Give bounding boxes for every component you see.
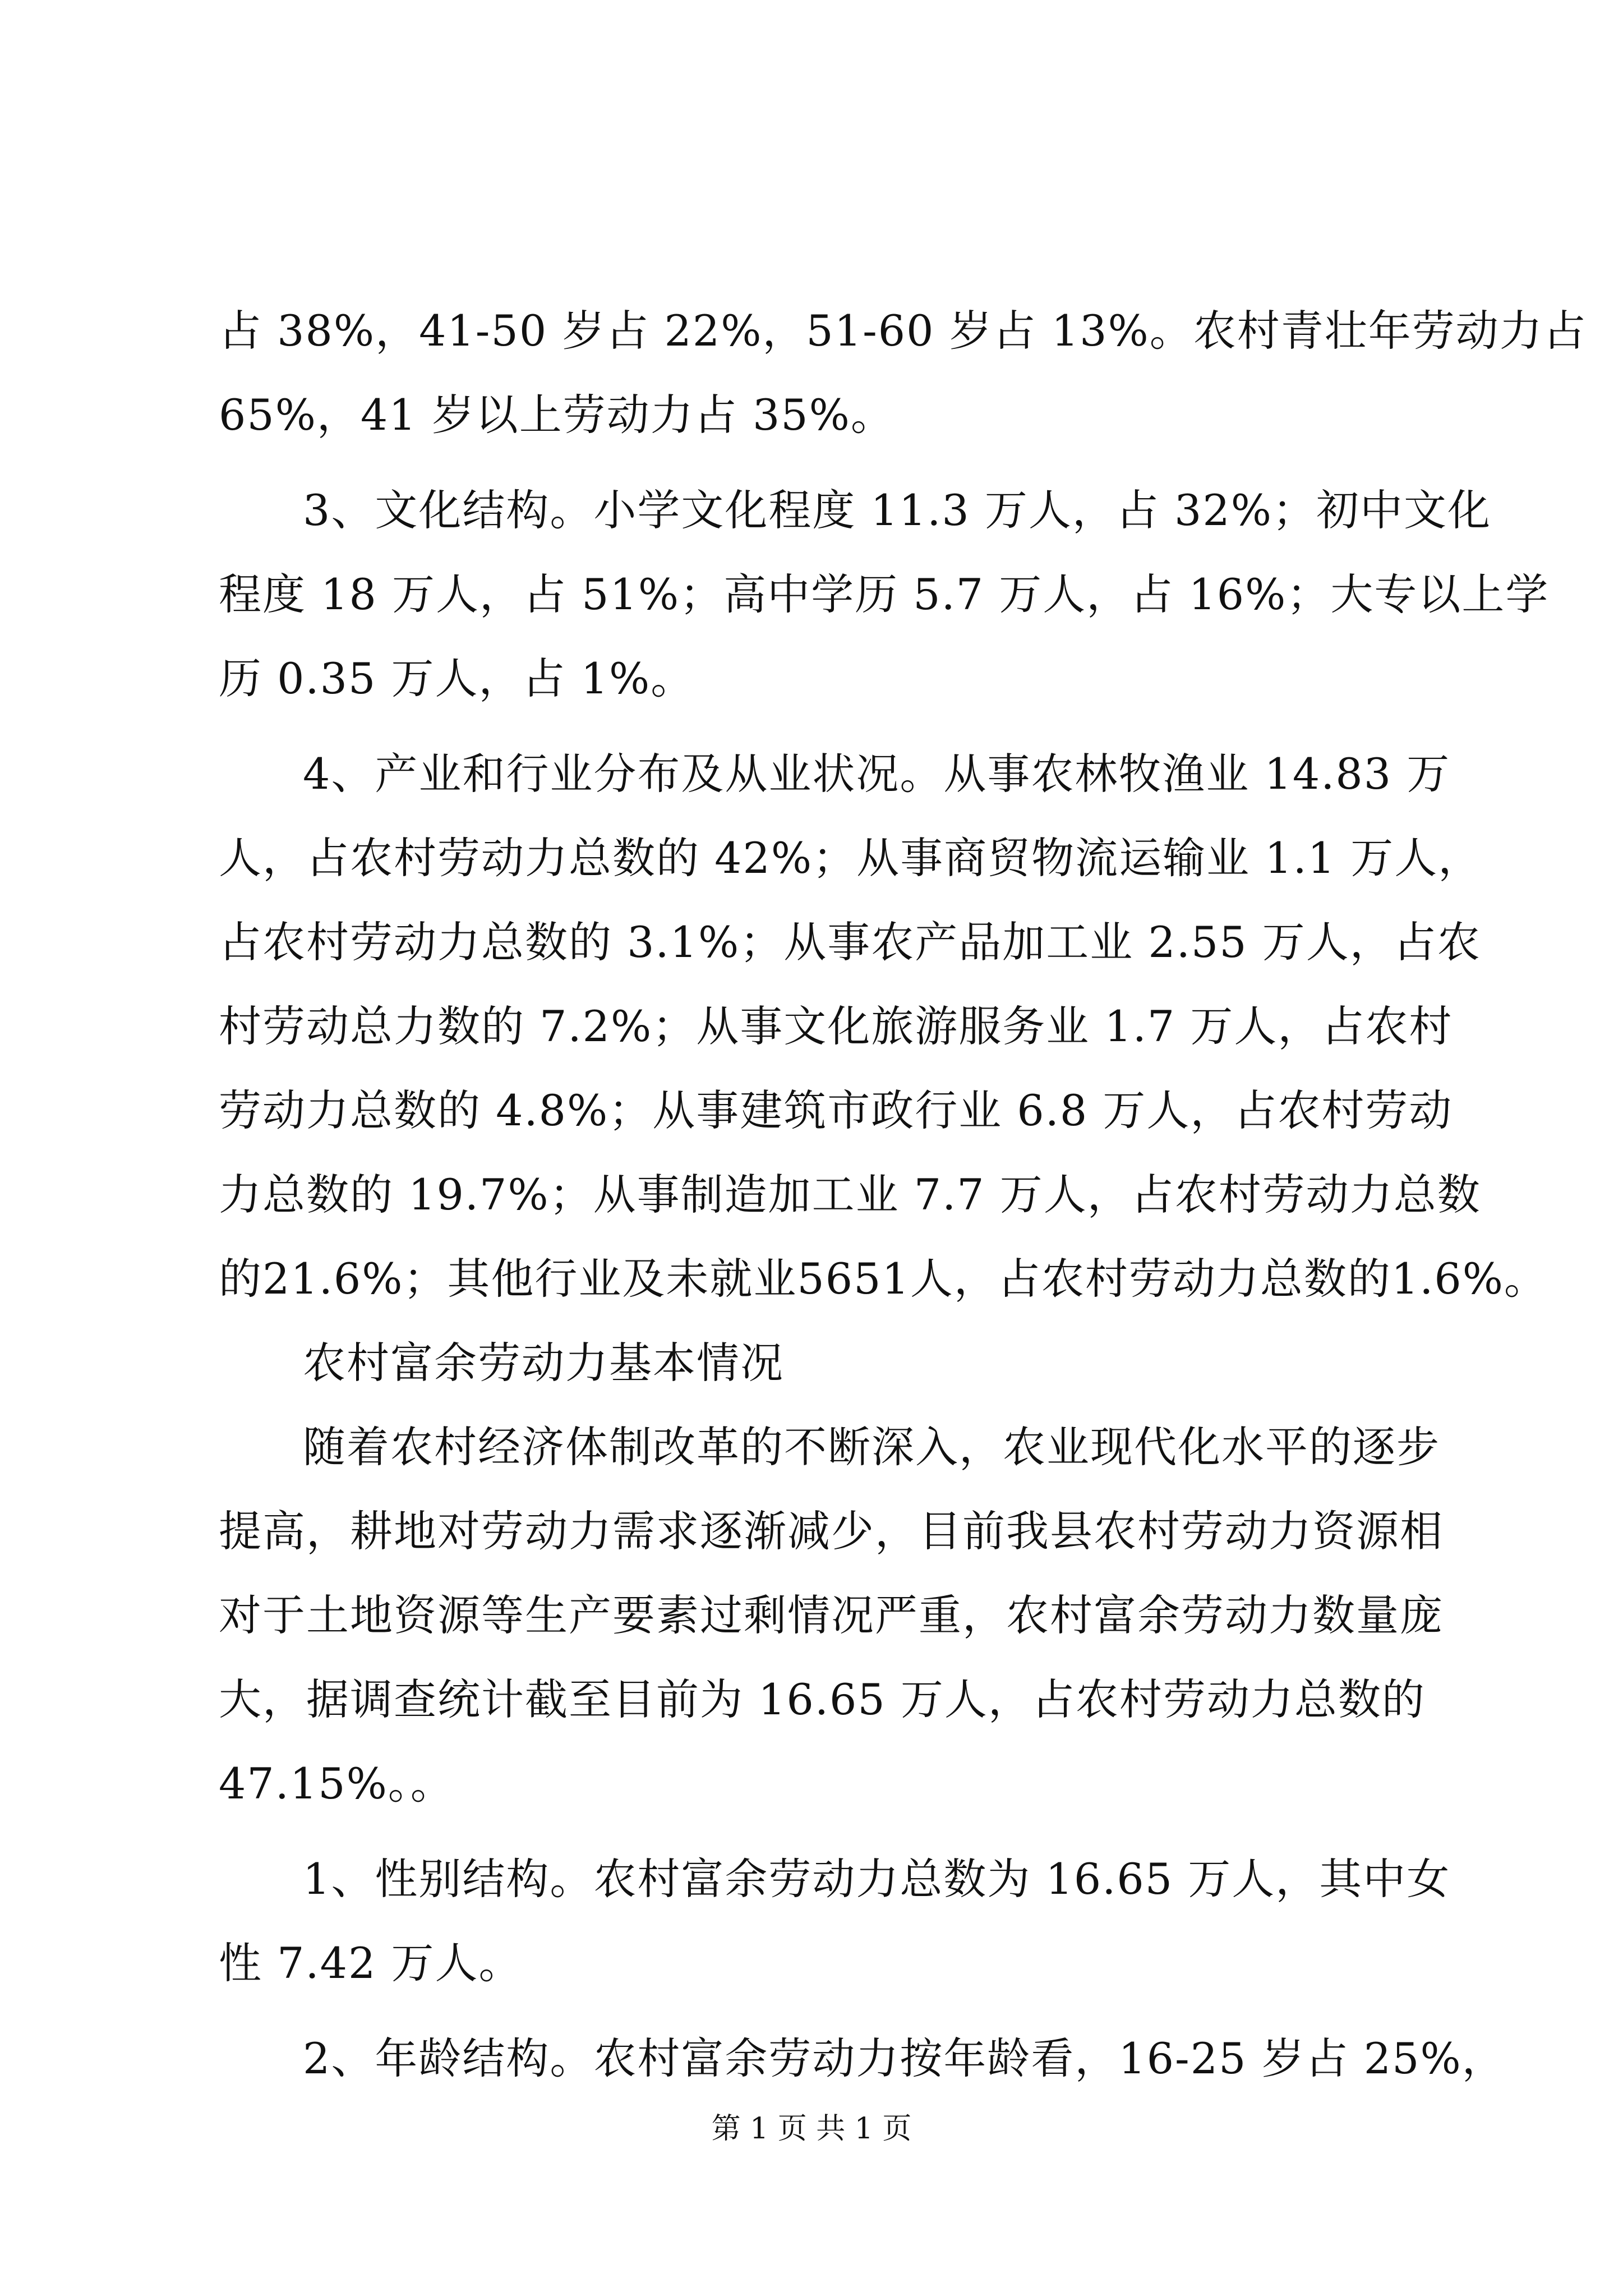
text-line: 3、文化结构。小学文化程度 11.3 万人，占 32%；初中文化 [303, 485, 1491, 535]
text-line: 劳动力总数的 4.8%；从事建筑市政行业 6.8 万人，占农村劳动 [219, 1085, 1453, 1135]
text-line: 村劳动总力数的 7.2%；从事文化旅游服务业 1.7 万人，占农村 [219, 1001, 1453, 1051]
page-footer: 第 1 页 共 1 页 [711, 2112, 912, 2146]
text-line: 随着农村经济体制改革的不断深入，农业现代化水平的逐步 [303, 1422, 1440, 1472]
text-line: 性 7.42 万人。 [219, 1938, 523, 1988]
text-line: 占 38%，41-50 岁占 22%，51-60 岁占 13%。农村青壮年劳动力占 [219, 306, 1587, 356]
section-heading: 农村富余劳动力基本情况 [303, 1338, 784, 1388]
text-line: 力总数的 19.7%；从事制造加工业 7.7 万人，占农村劳动力总数 [219, 1170, 1481, 1220]
text-line: 大，据调查统计截至目前为 16.65 万人，占农村劳动力总数的 [219, 1674, 1426, 1724]
text-line: 对于土地资源等生产要素过剩情况严重，农村富余劳动力数量庞 [219, 1590, 1444, 1640]
text-line: 2、年龄结构。农村富余劳动力按年龄看，16-25 岁占 25%， [303, 2033, 1506, 2083]
text-line: 47.15%。。 [219, 1759, 454, 1809]
text-line: 1、性别结构。农村富余劳动力总数为 16.65 万人，其中女 [303, 1854, 1451, 1904]
text-line: 历 0.35 万人，占 1%。 [219, 654, 695, 703]
text-line: 提高，耕地对劳动力需求逐渐减少，目前我县农村劳动力资源相 [219, 1506, 1444, 1556]
text-line: 程度 18 万人，占 51%；高中学历 5.7 万人，占 16%；大专以上学 [219, 569, 1550, 619]
text-line: 65%，41 岁以上劳动力占 35%。 [219, 390, 895, 440]
text-line: 占农村劳动力总数的 3.1%；从事农产品加工业 2.55 万人，占农 [219, 917, 1481, 967]
text-line: 的21.6%；其他行业及未就业5651人，占农村劳动力总数的1.6%。 [219, 1254, 1548, 1304]
text-line: 4、产业和行业分布及从业状况。从事农林牧渔业 14.83 万 [303, 749, 1451, 799]
text-line: 人，占农村劳动力总数的 42%；从事商贸物流运输业 1.1 万人， [219, 833, 1482, 883]
